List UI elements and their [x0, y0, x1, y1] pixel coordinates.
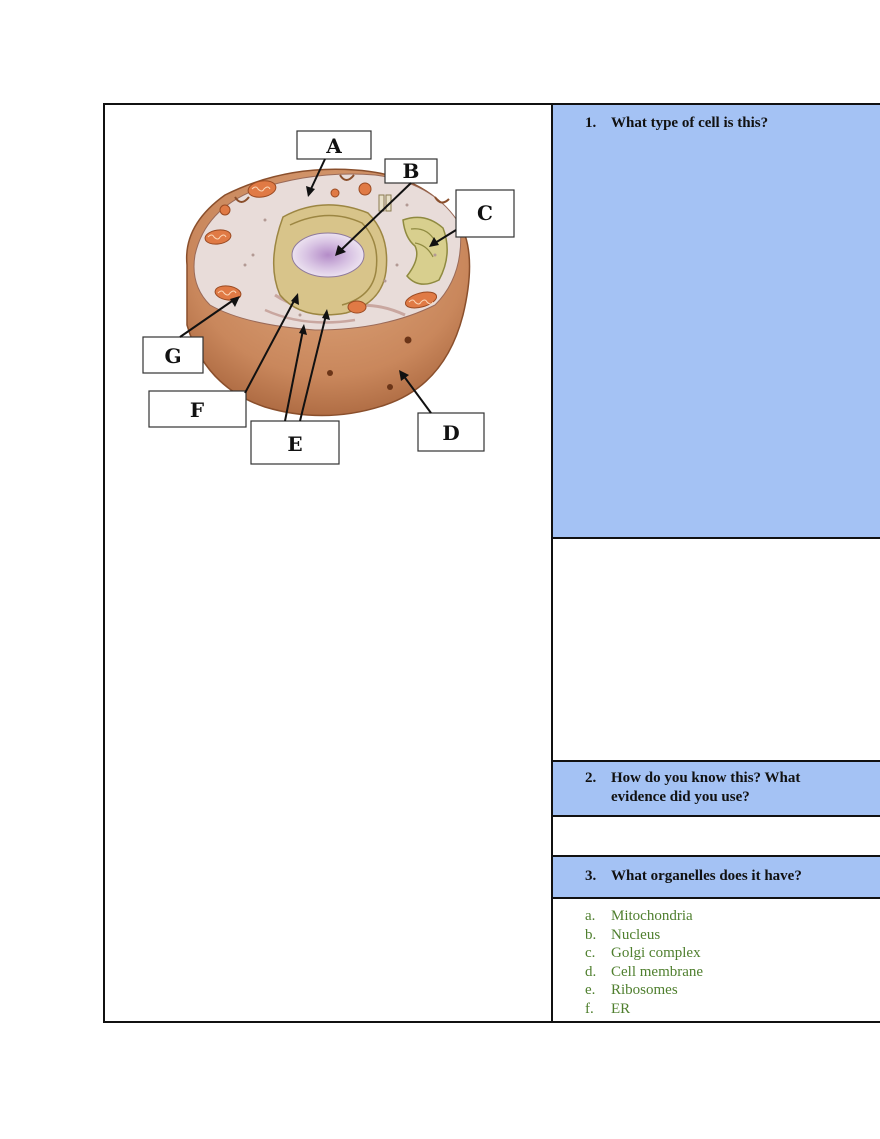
list-item: e. Ribosomes: [585, 982, 678, 998]
answer-3-cell: [553, 899, 880, 1023]
list-item: d. Cell membrane: [585, 963, 704, 980]
question-text: How do you know this? What evidence did you use?: [611, 770, 801, 805]
label-d: D: [442, 421, 460, 445]
question-3-cell: [553, 857, 880, 899]
questions-column: [553, 105, 880, 1021]
label-e: E: [287, 432, 303, 456]
answer-1-cell[interactable]: [553, 539, 880, 762]
list-item: f. ER: [585, 1000, 631, 1017]
list-item: a. Mitochondria: [585, 908, 693, 924]
question-number: 3.: [585, 868, 597, 884]
organelle-list: [585, 907, 703, 1018]
question-number: 2.: [585, 770, 597, 786]
label-b: B: [402, 159, 420, 183]
question-2-cell: [553, 762, 880, 817]
worksheet-table: [103, 103, 880, 1023]
diagram-cell: [105, 105, 553, 1021]
question-3: [585, 867, 868, 886]
label-f: F: [189, 398, 205, 422]
label-c: C: [477, 201, 493, 225]
answer-2-cell[interactable]: [553, 817, 880, 857]
question-text: What organelles does it have?: [611, 868, 802, 884]
label-g: G: [164, 344, 182, 368]
list-item: b. Nucleus: [585, 926, 661, 943]
question-2: [585, 769, 868, 807]
question-1: [585, 114, 868, 133]
question-1-cell: [553, 105, 880, 539]
list-item: c. Golgi complex: [585, 945, 701, 961]
label-a: A: [326, 134, 342, 158]
animal-cell-diagram: [135, 125, 535, 470]
question-number: 1.: [585, 115, 597, 131]
question-text: What type of cell is this?: [611, 115, 769, 131]
